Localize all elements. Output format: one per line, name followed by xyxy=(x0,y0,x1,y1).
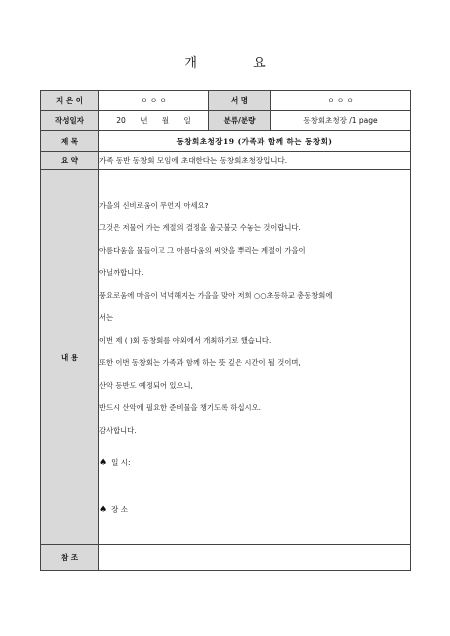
summary-label: 요 약 xyxy=(41,152,99,170)
document-title: 개 요 xyxy=(184,56,292,71)
content-line: 반드시 산악에 필요한 준비물을 챙기도록 하십시오. xyxy=(99,403,261,412)
content-line: 산악 등반도 예정되어 있으니, xyxy=(99,380,193,390)
category-label: 분류/분량 xyxy=(209,111,271,131)
content-line: 감사합니다. xyxy=(99,425,137,435)
content-line: 풍요로움에 마음이 넉넉해지는 가을을 맞아 저희 ○○초등하교 총동창회에 xyxy=(99,290,333,300)
subject-label: 제 목 xyxy=(41,131,99,152)
event-place-text: 장 소 xyxy=(111,504,128,514)
content-line: 가을의 신비로움이 무언지 아세요? xyxy=(99,200,209,210)
summary-row xyxy=(41,152,411,170)
content-line: 또한 이번 동창회는 가족과 함께 하는 뜻 깊은 시간이 될 것이며, xyxy=(99,358,301,367)
spade-icon: ♠ xyxy=(99,457,108,468)
content-line: 서는 xyxy=(99,313,114,322)
content-line: 그것은 저물어 가는 계절의 결정을 울긋불긋 수놓는 것이랍니다. xyxy=(99,223,301,232)
reference-label: 참 조 xyxy=(41,545,99,571)
sign-label: 서 명 xyxy=(209,91,271,111)
content-line: 아름다움을 물들이고 그 아름다움의 씨앗을 뿌리는 계절이 가을이 xyxy=(99,245,306,255)
subject-row xyxy=(41,131,411,152)
category-value[interactable]: 동창회초청장 /1 page xyxy=(271,111,411,131)
reference-row xyxy=(41,545,411,571)
sign-value[interactable]: ㅇ ㅇ ㅇ xyxy=(271,91,411,111)
summary-value[interactable]: 가족 동반 동창회 모임에 초대한다는 동창회초청장입니다. xyxy=(99,152,411,170)
content-row xyxy=(41,170,411,545)
author-label: 지 은 이 xyxy=(41,91,99,111)
content-line: 이번 제 ( )회 동창회를 야외에서 개최하기로 했습니다. xyxy=(99,335,272,345)
date-value[interactable] xyxy=(99,111,209,131)
overview-form-table xyxy=(40,90,411,571)
date-label: 작성일자 xyxy=(41,111,99,131)
content-label: 내 용 xyxy=(41,170,99,545)
content-line: 아닐까합니다. xyxy=(99,268,144,277)
spade-icon: ♠ xyxy=(99,504,108,515)
author-row xyxy=(41,91,411,111)
content-body[interactable] xyxy=(99,170,411,545)
event-date-item xyxy=(99,457,410,468)
reference-value[interactable] xyxy=(99,545,411,571)
event-date-text: 일 시: xyxy=(111,457,131,467)
date-row xyxy=(41,111,411,131)
date-value-text: 20 년 월 일 xyxy=(116,116,191,125)
event-place-item xyxy=(99,504,410,515)
author-value[interactable]: ㅇ ㅇ ㅇ xyxy=(99,91,209,111)
subject-value[interactable]: 동창회초청장19 (가족과 함께 하는 동창회) xyxy=(99,131,411,152)
